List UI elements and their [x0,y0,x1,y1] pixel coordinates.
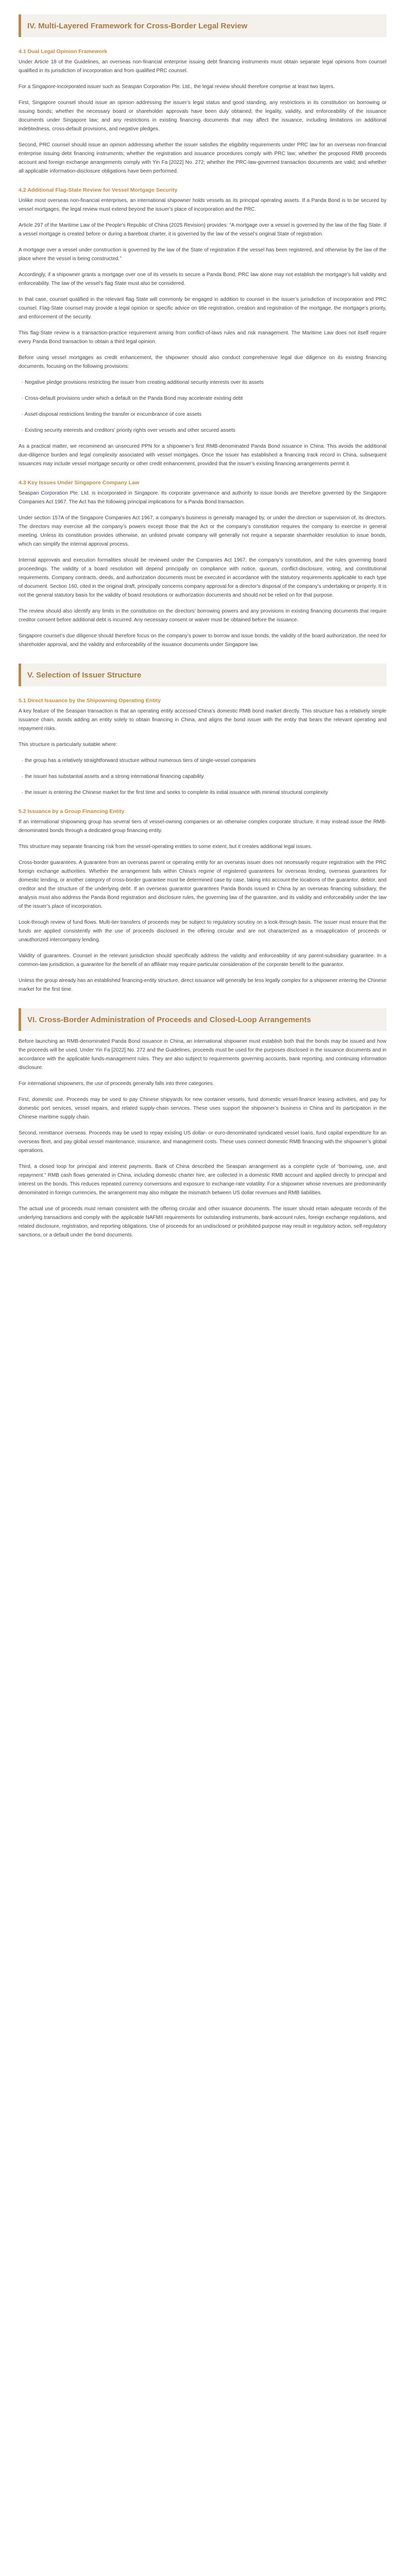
section-header-v [19,664,386,686]
subsection-title: 5.1 Direct Issuance by the Shipowning Operating Entity [19,698,161,704]
bullet-item: · Asset-disposal restrictions limiting the transfer or encumbrance of core assets [22,412,202,417]
paragraph: Look-through review of fund flows. Multi-tier transfers of proceeds may be subject to regulatory scrutiny on a look-through basis. The issuer must ensure that the funds are applied consistently with the use of proceeds disclosed in the offering circular and are not characterized as a misapplication of proceeds or unauthorized intercompany lending. [19,920,386,943]
paragraph: Unless the group already has an established financing-entity structure, direct issuance will generally be less legally complex for a shipowner entering the Chinese market for the first time. [19,978,386,992]
bullet-item: · the group has a relatively straightforward structure without numerous tiers of single-vessel companies [22,758,256,764]
paragraph: For international shipowners, the use of proceeds generally falls into three categories. [19,1081,214,1087]
paragraph: A key feature of the Seaspan transaction is that an operating entity accessed China’s domestic RMB bond market directly. This structure has a relatively simple issuance chain, avoids adding an entity solely to obtain financing in China, and aligns the bond issuer with the entity that bears the relevant operating and repayment risks. [19,708,386,732]
subsection-title: 4.1 Dual Legal Opinion Framework [19,48,108,55]
paragraph: The actual use of proceeds must remain consistent with the offering circular and other issuance documents. The issuer should retain adequate records of the underlying transactions and comply with the applicable NAFMII requirements for outstanding instruments, bank-account rules, foreign exchange regulations, and related disclosure, registration, and reporting obligations. Use of proceeds for an undisclosed or prohibited purpose may result in regulatory action, self-regulatory sanctions, or a default under the bond documents. [19,1206,386,1238]
bullet-item: · Cross-default provisions under which a default on the Panda Bond may accelerate existing debt [22,396,243,401]
section-header-iv [19,14,386,37]
section-title: V. Selection of Issuer Structure [27,670,142,680]
paragraph: Cross-border guarantees. A guarantee from an overseas parent or operating entity for an overseas issuer does not necessarily require registration with the PRC foreign exchange authorities. Whether the arrangement falls within China’s regime of registered guarantees for overseas lending, overseas guarantees for domestic lending, or another category of cross-border guarantee must be determined case by case, taking into account the locations of the guarantor, debtor, and creditor and the structure of the underlying debt. If an overseas guarantor guarantees Panda Bonds issued in China by an overseas financing subsidiary, the analysis must also address the Panda Bond registration and disclosure rules, the governing law of the guarantee, and its validity and enforceability under the law of the issuer’s place of incorporation. [19,860,386,909]
paragraph: This structure is particularly suitable where: [19,742,117,748]
paragraph: Unlike most overseas non-financial enterprises, an international shipowner holds vessels as its principal operating assets. If a Panda Bond is to be secured by vessel mortgages, the legal review must extend beyond the issuer’s place of incorporation and the PRC. [19,198,386,212]
section-title: VI. Cross-Border Administration of Proceeds and Closed-Loop Arrangements [27,1015,311,1024]
paragraph: Second, remittance overseas. Proceeds may be used to repay existing US dollar- or euro-denominated syndicated vessel loans, fund capital expenditure for an overseas fleet, and pay global vessel maintenance, insurance, and management costs. These uses connect domestic RMB financing with the shipowner’s global operations. [19,1130,386,1154]
paragraph: As a practical matter, we recommend an unsecured PPN for a shipowner’s first RMB-denominated Panda Bond issuance in China. This avoids the additional due-diligence burden and legal complexity associated with vessel mortgages. Once the issuer has established a financing track record in China, subsequent issuances may include vessel mortgage security or other credit enhancement, provided that the issuer’s existing financing arrangements permit it. [19,444,386,467]
paragraph: Under section 157A of the Singapore Companies Act 1967, a company’s business is generally managed by, or under the direction or supervision of, its directors. The directors may exercise all the company’s powers except those that the Act or the company’s constitution requires the company to exercise in general meeting. Unless its constitution provides otherwise, an unlisted private company will generally not require a separate shareholder resolution to issue bonds, which can simplify the internal approval process. [19,515,386,547]
paragraph: Before using vessel mortgages as credit enhancement, the shipowner should also conduct comprehensive legal due diligence on its existing financing documents, focusing on the following provisions: [19,355,386,369]
document-page [0,14,405,1240]
paragraph: Third, a closed loop for principal and interest payments. Bank of China described the Seaspan arrangement as a complete cycle of “borrowing, use, and repayment.” RMB cash flows generated in China, including domestic charter hire, are collected in a domestic RMB account and applied directly to principal and interest on the bonds. This reduces repeated currency conversions and exposure to exchange-rate volatility. For a shipowner whose revenues are predominantly denominated in foreign currencies, the arrangement may also mitigate the mismatch between US dollar revenues and RMB liabilities. [19,1164,386,1196]
paragraph: In that case, counsel qualified in the relevant flag State will commonly be engaged in addition to counsel in the issuer’s jurisdiction of incorporation and PRC counsel. Flag-State counsel may provide a legal opinion or specific advice on title registration, creation and registration of the mortgage, the mortgage’s priority, and enforcement of the security. [19,297,386,320]
paragraph: The review should also identify any limits in the constitution on the directors’ borrowing powers and any provisions in existing financing documents that require creditor consent before additional debt is incurred. Any necessary consent or waiver must be obtained before the issuance. [19,608,386,623]
paragraph: For a Singapore-incorporated issuer such as Seaspan Corporation Pte. Ltd., the legal review should therefore comprise at least two layers. [19,84,335,90]
paragraph: First, domestic use. Proceeds may be used to pay Chinese shipyards for new container vessels, fund domestic vessel-finance leasing activities, and pay for domestic port services, vessel repairs, and related supply-chain services. These uses support the shipowner’s business in China and its participation in the Chinese maritime supply chain. [19,1097,386,1120]
bullet-item: · Negative pledge provisions restricting the issuer from creating additional security interests over its assets [22,380,264,385]
paragraph: First, Singapore counsel should issue an opinion addressing the issuer’s legal status and good standing, any restrictions in its constitution on borrowing or issuing bonds; whether the necessary board or shareholder approvals have been duly obtained; the legality, validity, and enforceability of the issuance documents under Singapore law; and any restrictions in existing financing documents that may affect the issuance, including limitations on additional indebtedness, cross-default provisions, and negative pledges. [19,100,386,132]
bullet-item: · Existing security interests and creditors’ priority rights over vessels and other secured assets [22,428,235,433]
subsection-title: 4.2 Additional Flag-State Review for Vessel Mortgage Security [19,187,178,193]
paragraph: Under Article 18 of the Guidelines, an overseas non-financial enterprise issuing debt financing instruments must obtain separate legal opinions from counsel qualified in its jurisdiction of incorporation and from qualified PRC counsel. [19,59,386,74]
section-title: IV. Multi-Layered Framework for Cross-Border Legal Review [27,21,248,30]
paragraph: Validity of guarantees. Counsel in the relevant jurisdiction should specifically address the validity and enforceability of any parent-subsidiary guarantee. In a common-law jurisdiction, a guarantee for the benefit of an affiliate may require particular consideration of the corporate benefit to the guarantor. [19,953,386,968]
bullet-item: · the issuer is entering the Chinese market for the first time and seeks to complete its initial issuance with minimal structural complexity [22,790,328,795]
paragraph: Article 297 of the Maritime Law of the People’s Republic of China (2025 Revision) provides: “A mortgage over a vessel is governed by the law of the flag State. If a vessel mortgage is created before or during a bareboat charter, it is governed by the law of the vessel’s original State of registration. [19,223,386,237]
paragraph: Before launching an RMB-denominated Panda Bond issuance in China, an international shipowner must establish both that the bonds may be issued and how the proceeds will be used. Under Yin Fa [2022] No. 272 and the Guidelines, proceeds must be used for the purposes disclosed in the issuance documents and in accordance with the applicable funds-management rules. They are also subject to requirements governing accounts, bank reporting, and continuing information disclosure. [19,1039,386,1071]
section-header-vi [19,1008,386,1031]
paragraph: Singapore counsel’s due diligence should therefore focus on the company’s power to borrow and issue bonds, the validity of the board authorization, the need for shareholder approval, and the validity and enforceability of the issuance documents under Singapore law. [19,633,386,648]
paragraph: Second, PRC counsel should issue an opinion addressing whether the issuer satisfies the eligibility requirements under PRC law for an overseas non-financial enterprise issuing debt financing instruments; whether the registration and issuance procedures comply with PRC law; whether the proposed RMB proceeds account and foreign exchange arrangements comply with Yin Fa [2022] No. 272; whether the PRC-law-governed transaction documents are valid; and whether all applicable information-disclosure obligations have been performed. [19,142,386,174]
paragraph: A mortgage over a vessel under construction is governed by the law of the State of registration if the vessel has been registered, and otherwise by the law of the place where the vessel is being constructed.” [19,247,386,262]
paragraph: If an international shipowning group has several tiers of vessel-owning companies or an otherwise complex corporate structure, it may instead issue the RMB-denominated bonds through a dedicated group financing entity. [19,819,386,834]
paragraph: This structure may separate financing risk from the vessel-operating entities to some extent, but it creates additional legal issues. [19,844,312,850]
paragraph: Accordingly, if a shipowner grants a mortgage over one of its vessels to secure a Panda Bond, PRC law alone may not establish the mortgage’s full validity and enforceability. The law of the vessel’s flag State must also be considered. [19,272,386,286]
paragraph: This flag-State review is a transaction-practice requirement arising from conflict-of-laws rules and risk management. The Maritime Law does not itself require every Panda Bond transaction to obtain a third legal opinion. [19,330,386,345]
subsection-title: 5.2 Issuance by a Group Financing Entity [19,808,125,815]
bullet-item: · the issuer has substantial assets and a strong international financing capability [22,774,204,779]
subsection-title: 4.3 Key Issues Under Singapore Company Law [19,480,139,486]
paragraph: Internal approvals and execution formalities should be reviewed under the Companies Act 1967, the company’s constitution, and the rules governing board proceedings. The validity of a board resolution will depend principally on compliance with notice, quorum, conflict-disclosure, voting, and constitutional requirements. Company contracts, deeds, and authorization documents must be executed in accordance with the statutory requirements applicable to each type of document. Section 160, cited in the original draft, principally concerns company approval for a director’s disposal of the company’s undertaking or property. It is not the general statutory basis for the validity of board resolutions or authorization documents and should not be relied on for that purpose. [19,557,386,598]
paragraph: Seaspan Corporation Pte. Ltd. is incorporated in Singapore. Its corporate governance and authority to issue bonds are therefore governed by the Singapore Companies Act 1967. The Act has the following principal implications for a Panda Bond transaction. [19,490,386,505]
